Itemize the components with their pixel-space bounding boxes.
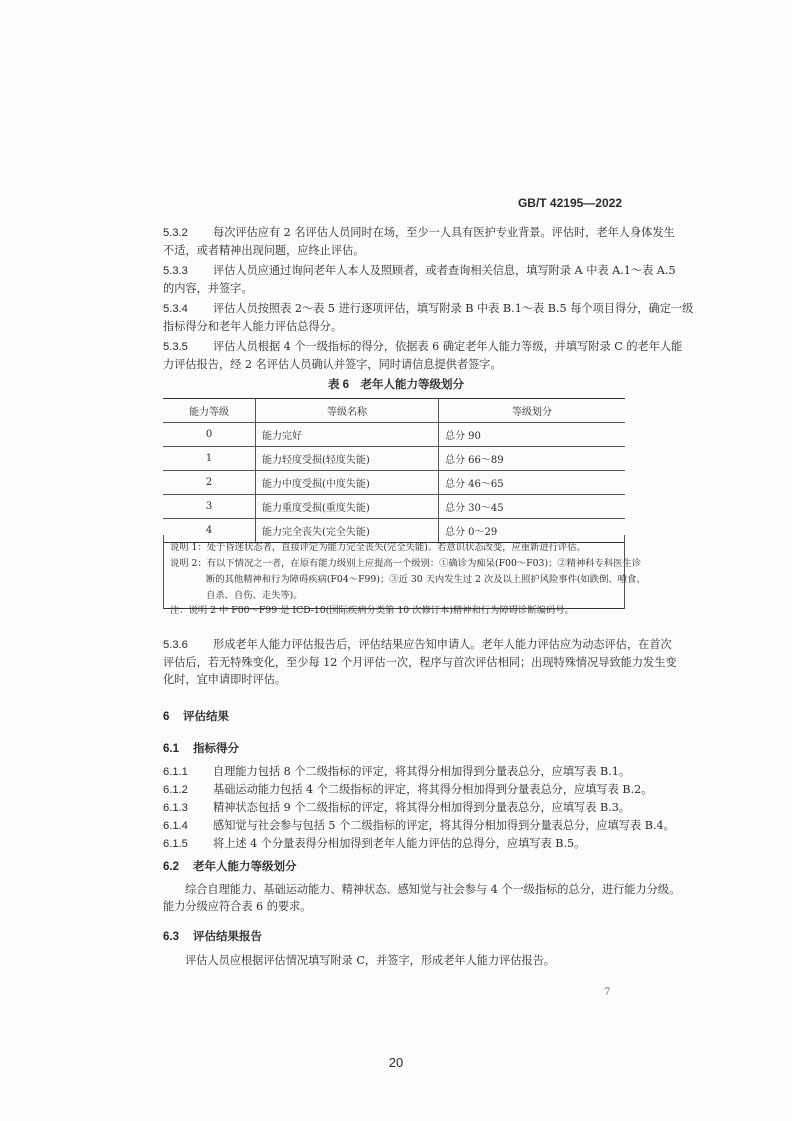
table-notes [170,540,646,604]
clause-text: 每次评估应有 2 名评估人员同时在场，至少一人具有医护专业背景。评估时，老年人身体发生 [213,226,675,239]
section-title: 老年人能力等级划分 [193,861,297,873]
table-row [163,471,625,495]
clause-6-1-1 [163,763,675,781]
column-header: 等级划分 [439,399,626,423]
clause-number: 5.3.5 [163,341,188,353]
clause-text: 不适，或者精神出现问题，应终止评估。 [163,244,365,257]
section-title: 评估结果 [183,711,229,723]
clause-number: 5.3.3 [163,265,188,277]
level-cell: 4 [163,519,256,543]
name-cell: 能力完全丧失(完全失能) [256,519,439,543]
paragraph-line: 综合自理能力、基础运动能力、精神状态、感知觉与社会参与 4 个一级指标的总分，进行能力分级。 [185,883,681,896]
page-number: 20 [388,1055,404,1070]
clause-text: 精神状态包括 9 个二级指标的评定，将其得分相加得到分量表总分，应填写表 B.3。 [213,801,631,814]
section-6-3-heading [163,928,262,944]
table-header-row [163,399,625,423]
clause-6-1-5 [163,835,675,853]
table-row [163,447,625,471]
section-6-heading [163,708,229,724]
clause-5-3-5 [163,338,682,373]
clause-number: 5.3.4 [163,303,188,315]
clause-number: 6.1.4 [163,820,188,832]
clause-6-1-3 [163,799,675,817]
section-6-1-heading [163,740,239,756]
clause-text: 的内容，并签字。 [163,282,253,295]
clause-text: 指标得分和老年人能力评估总得分。 [163,320,343,333]
note-1: 说明 1：处于昏迷状态者，直接评定为能力完全丧失(完全失能)。若意识状态改变，应重新进行评估。 [170,542,586,553]
table-caption: 表 6 老年人能力等级划分 [327,379,465,391]
clause-text: 评估人员按照表 2～表 5 进行逐项评估，填写附录 B 中表 B.1～表 B.5 每个项目得分，确定一级 [213,302,694,315]
clause-text: 评估人员应通过询问老年人本人及照顾者，或者查询相关信息，填写附录 A 中表 A.1～表 A.5 [213,264,676,277]
level-cell: 0 [163,423,256,447]
clause-text: 形成老年人能力评估报告后，评估结果应告知申请人。老年人能力评估应为动态评估，在首次 [213,638,672,651]
clause-6-1-2 [163,781,675,799]
clause-number: 5.3.6 [163,639,188,651]
table-row [163,495,625,519]
column-header: 等级名称 [256,399,439,423]
clause-text: 感知觉与社会参与包括 5 个二级指标的评定，将其得分相加得到分量表总分，应填写表 B.4。 [213,819,675,832]
clause-number: 6.1.3 [163,802,188,814]
clause-6-1-4 [163,817,675,835]
name-cell: 能力重度受损(重度失能) [256,495,439,519]
section-number: 6.1 [163,743,179,755]
section-number: 6 [163,711,170,723]
section-6-2-body [163,881,680,915]
level-cell: 2 [163,471,256,495]
note-2-line-3: 自杀、自伤、走失等)。 [206,590,303,601]
name-cell: 能力轻度受损(轻度失能) [256,447,439,471]
section-number: 6.2 [163,861,179,873]
clause-text: 自理能力包括 8 个二级指标的评定，将其得分相加得到分量表总分，应填写表 B.1。 [213,765,631,778]
table-row [163,423,625,447]
clause-5-3-3 [163,262,676,297]
clauses-6-1 [163,763,675,853]
clause-5-3-6 [163,636,677,688]
clause-text: 将上述 4 个分量表得分相加得到老年人能力评估的总得分，应填写表 B.5。 [213,837,586,850]
clause-text: 基础运动能力包括 4 个二级指标的评定，将其得分相加得到分量表总分，应填写表 B.2。 [213,783,653,796]
clause-5-3-4 [163,300,693,335]
note-2-line-1: 说明 2：有以下情况之一者，在原有能力级别上应提高一个级别：①确诊为痴呆(F00～F03)；②精神科专科医生诊 [170,558,642,569]
section-6-3-body: 评估人员应根据评估情况填写附录 C，并签字，形成老年人能力评估报告。 [185,954,556,967]
paragraph-line: 能力分级应符合表 6 的要求。 [163,900,312,913]
column-header: 能力等级 [163,399,256,423]
clause-5-3-2 [163,224,675,259]
clause-number: 5.3.2 [163,227,188,239]
clause-number: 6.1.1 [163,766,188,778]
clause-text: 评估后，若无特殊变化，至少每 12 个月评估一次，程序与首次评估相同；出现特殊情况导致能力发生变 [163,656,677,669]
clause-text: 化时，宜申请即时评估。 [163,673,287,686]
clause-number: 6.1.2 [163,784,188,796]
range-cell: 总分 0～29 [439,519,626,543]
section-title: 评估结果报告 [193,931,262,943]
clause-text: 评估人员根据 4 个一级指标的得分，依据表 6 确定老年人能力等级，并填写附录 C 的老年人能 [213,340,683,353]
note-2-line-2: 断的其他精神和行为障碍疾病(F04～F99)；③近 30 天内发生过 2 次及以上照护风险事件(如跌倒、噎食、 [206,574,646,585]
section-title: 指标得分 [193,743,239,755]
name-cell: 能力中度受损(中度失能) [256,471,439,495]
range-cell: 总分 46～65 [439,471,626,495]
ability-level-table [163,398,625,543]
range-cell: 总分 90 [439,423,626,447]
clause-text: 力评估报告，经 2 名评估人员确认并签字，同时请信息提供者签字。 [163,358,502,371]
section-6-2-heading [163,858,297,874]
note-3: 注：说明 2 中 F00～F99 是 ICD-10(国际疾病分类第 10 次修订本)精神和行为障碍诊断编码号。 [170,605,574,616]
level-cell: 3 [163,495,256,519]
original-page-number: 7 [604,987,611,998]
standard-code: GB/T 42195—2022 [517,196,622,210]
range-cell: 总分 30～45 [439,495,626,519]
section-number: 6.3 [163,931,179,943]
level-cell: 1 [163,447,256,471]
range-cell: 总分 66～89 [439,447,626,471]
name-cell: 能力完好 [256,423,439,447]
clause-number: 6.1.5 [163,838,188,850]
